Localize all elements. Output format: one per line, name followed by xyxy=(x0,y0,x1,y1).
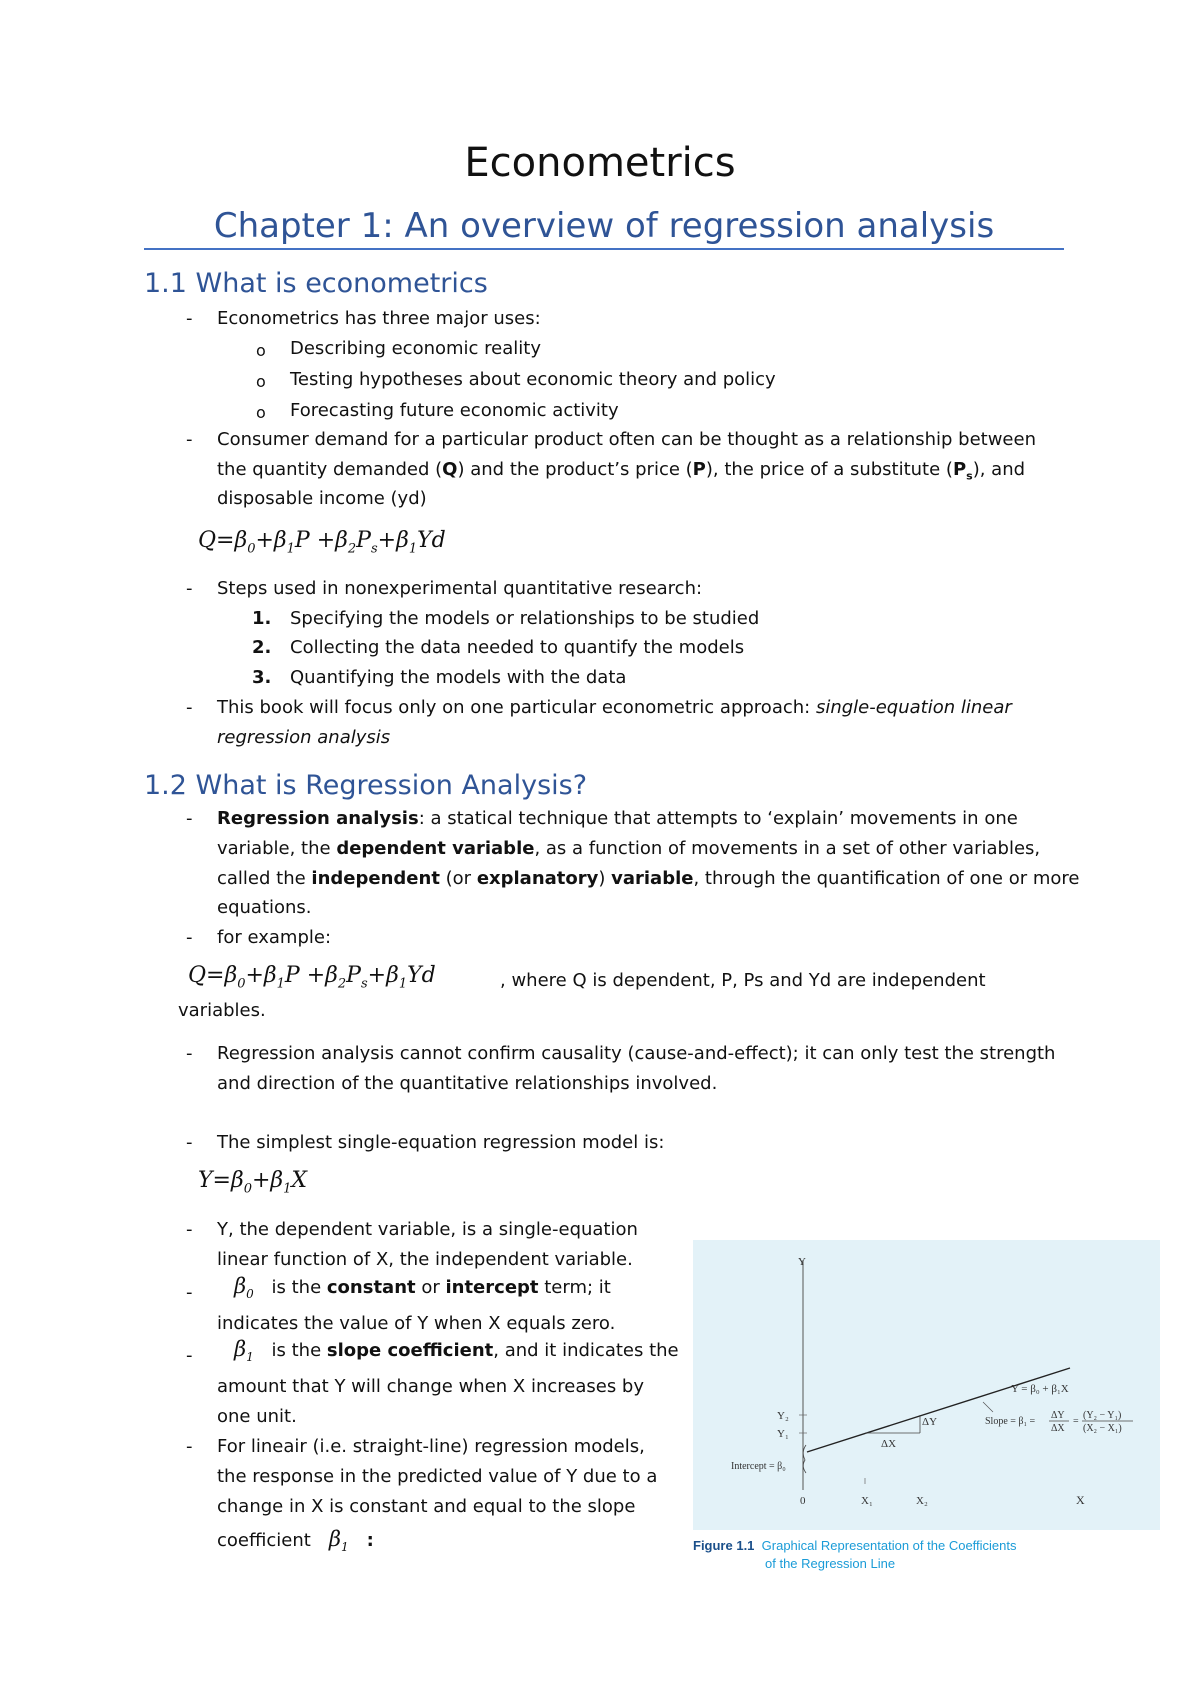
bullet-dash: - xyxy=(186,927,193,948)
document-title: Econometrics xyxy=(464,140,736,186)
regression-line xyxy=(807,1368,1070,1452)
x1-label: X₁ xyxy=(861,1495,873,1507)
slope-fraction-den: ΔX xyxy=(1051,1423,1065,1434)
linear-line-1: For lineair (i.e. straight-line) regression models, xyxy=(217,1436,645,1457)
intercept-brace xyxy=(803,1445,806,1473)
slope-numerator: (Y₂ − Y₁) xyxy=(1083,1410,1122,1421)
sub-bullet: o xyxy=(256,372,266,391)
causality-line-1: Regression analysis cannot confirm causality (cause-and-effect); it can only test the strength xyxy=(217,1043,1056,1064)
regression-def-line-2: variable, the dependent variable, as a function of movements in a set of other variables, xyxy=(217,838,1041,859)
simplest-model-intro: The simplest single-equation regression model is: xyxy=(217,1132,665,1153)
bullet-dash: - xyxy=(186,1132,193,1153)
demand-equation-2: $Q=\beta_0+\beta_1P +\beta_2P_s+\beta_1Yd$ xyxy=(188,963,436,992)
focus-line-2: regression analysis xyxy=(217,727,391,748)
section-heading-1-2: 1.2 What is Regression Analysis? xyxy=(144,770,588,801)
example-intro: for example: xyxy=(217,927,332,948)
step-3: Quantifying the models with the data xyxy=(290,667,627,688)
focus-line-1: This book will focus only on one particular econometric approach: single-equation linear xyxy=(217,697,1012,718)
step-number: 2. xyxy=(252,637,272,658)
line-equation: Y = β₀ + β₁X xyxy=(1011,1383,1069,1395)
regression-def-line-4: equations. xyxy=(217,897,312,918)
delta-y-label: ΔY xyxy=(922,1416,938,1428)
steps-intro: Steps used in nonexperimental quantitative research: xyxy=(217,578,703,599)
section-heading-1-1: 1.1 What is econometrics xyxy=(144,268,488,299)
example-explanation: , where Q is dependent, P, Ps and Yd are independent xyxy=(500,970,986,991)
bullet-dash: - xyxy=(186,1043,193,1064)
slope-equals: = xyxy=(1073,1416,1079,1427)
x2-label: X₂ xyxy=(916,1495,928,1507)
beta1-def-line-3: one unit. xyxy=(217,1406,297,1427)
bullet-dash: - xyxy=(186,1219,193,1240)
bullet-dash: - xyxy=(186,308,193,329)
figure-caption-line-2: of the Regression Line xyxy=(765,1556,896,1571)
delta-x-label: ΔX xyxy=(881,1438,897,1450)
demand-equation-1: $Q=\beta_0+\beta_1P +\beta_2P_s+\beta_1Yd$ xyxy=(198,528,446,557)
intercept-label: Intercept = β₀ xyxy=(731,1461,786,1472)
uses-intro: Econometrics has three major uses: xyxy=(217,308,541,329)
beta1-def-line-1: $\beta_1$ is the slope coefficient, and it indicates the xyxy=(234,1337,679,1365)
step-2: Collecting the data needed to quantify the models xyxy=(290,637,745,658)
slope-denominator: (X₂ − X₁) xyxy=(1083,1423,1122,1434)
simple-regression-equation: $Y=\beta_0+\beta_1X$ xyxy=(198,1168,308,1197)
bullet-dash: - xyxy=(186,697,193,718)
bullet-dash: - xyxy=(186,429,193,450)
slope-pointer xyxy=(983,1402,993,1412)
beta0-def-line-2: indicates the value of Y when X equals zero. xyxy=(217,1313,616,1334)
bullet-dash: - xyxy=(186,1436,193,1457)
y-def-line-2: linear function of X, the independent variable. xyxy=(217,1249,633,1270)
linear-line-3: change in X is constant and equal to the slope xyxy=(217,1496,636,1517)
chapter-heading: Chapter 1: An overview of regression analysis xyxy=(144,206,1064,250)
beta0-def-line-1: $\beta_0$ is the constant or intercept term; it xyxy=(234,1274,611,1302)
y1-label: Y₁ xyxy=(777,1428,789,1440)
causality-line-2: and direction of the quantitative relationships involved. xyxy=(217,1073,718,1094)
slope-label: Slope = β₁ = xyxy=(985,1416,1036,1427)
regression-def-line-1: Regression analysis: a statical technique that attempts to ‘explain’ movements in one xyxy=(217,808,1018,829)
example-explanation-cont: variables. xyxy=(178,1000,266,1021)
sub-bullet: o xyxy=(256,403,266,422)
demand-line-1: Consumer demand for a particular product often can be thought as a relationship between xyxy=(217,429,1036,450)
bullet-dash: - xyxy=(186,1282,193,1303)
sub-bullet: o xyxy=(256,341,266,360)
regression-line-figure xyxy=(693,1240,1160,1530)
bullet-dash: - xyxy=(186,808,193,829)
demand-line-2: the quantity demanded (Q) and the product’s price (P), the price of a substitute $(P_s)$, and xyxy=(217,459,1026,483)
y-axis-label: Y xyxy=(798,1256,806,1268)
use-item-2: Testing hypotheses about economic theory and policy xyxy=(290,369,776,390)
origin-label: 0 xyxy=(800,1495,806,1507)
slope-fraction-num: ΔY xyxy=(1051,1410,1065,1421)
y-def-line-1: Y, the dependent variable, is a single-equation xyxy=(217,1219,638,1240)
step-1: Specifying the models or relationships to be studied xyxy=(290,608,760,629)
figure-caption: Figure 1.1 Graphical Representation of the Coefficients xyxy=(693,1538,1017,1553)
linear-line-4: coefficient $\beta_1$ : xyxy=(217,1527,374,1555)
x-axis-label: X xyxy=(1076,1493,1085,1507)
step-number: 1. xyxy=(252,608,272,629)
regression-diagram xyxy=(693,1240,1160,1530)
bullet-dash: - xyxy=(186,1345,193,1366)
demand-line-3: disposable income (yd) xyxy=(217,488,427,509)
beta1-def-line-2: amount that Y will change when X increases by xyxy=(217,1376,645,1397)
regression-def-line-3: called the independent (or explanatory) variable, through the quantification of one or more xyxy=(217,868,1080,889)
use-item-3: Forecasting future economic activity xyxy=(290,400,619,421)
linear-line-2: the response in the predicted value of Y due to a xyxy=(217,1466,658,1487)
y2-label: Y₂ xyxy=(777,1410,789,1422)
bullet-dash: - xyxy=(186,578,193,599)
step-number: 3. xyxy=(252,667,272,688)
use-item-1: Describing economic reality xyxy=(290,338,541,359)
